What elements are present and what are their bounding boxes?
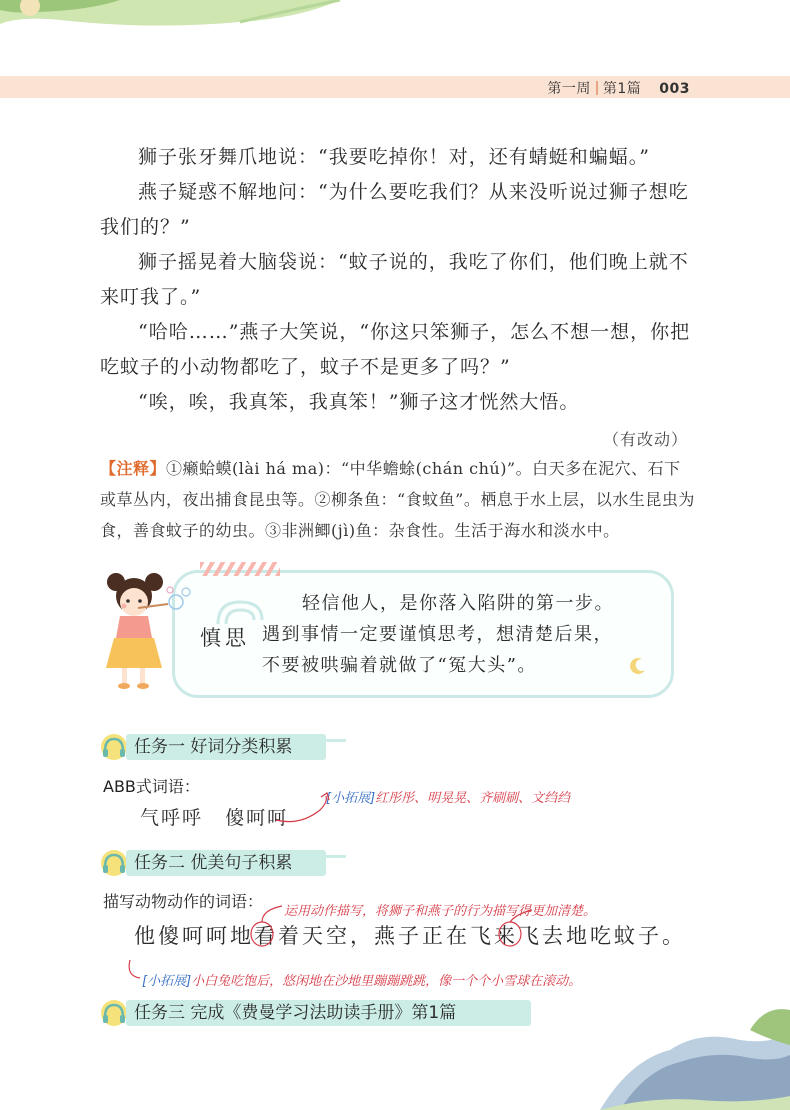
task3-title: 任务三 完成《费曼学习法助读手册》第1篇 [134, 1003, 457, 1023]
story-paragraph: 狮子张牙舞爪地说：“我要吃掉你！对，还有蜻蜓和蝙蝠。” [138, 146, 650, 168]
reflection-label: 慎思 [200, 626, 250, 650]
task1-subtitle: ABB式词语： [103, 777, 200, 796]
abb-word: 气呼呼 [140, 807, 204, 829]
abb-word: 傻呵呵 [225, 807, 289, 829]
task2-subtitle: 描写动物动作的词语： [103, 892, 264, 911]
task1-words [140, 803, 288, 830]
story-paragraph: “唉，唉，我真笨，我真笨！”狮子这才恍然大悟。 [138, 391, 580, 413]
task2-title: 任务二 优美句子积累 [134, 853, 293, 873]
reflection-text [262, 588, 662, 681]
task2-bar-tail [326, 855, 346, 858]
page-number: 003 [659, 81, 690, 97]
task1-bar-tail [326, 739, 346, 742]
story-credit: （有改动） [602, 430, 688, 449]
extension-tag: [小拓展] [142, 974, 192, 989]
task1-title: 任务一 好词分类积累 [134, 737, 293, 757]
girl-blowing-bubbles-illustration [96, 568, 196, 693]
notes-tag: 【注释】 [100, 459, 167, 478]
header-separator [596, 81, 598, 95]
running-header [547, 78, 690, 98]
task2-sentence: 他傻呵呵地看着天空，燕子正在飞来飞去地吃蚊子。 [134, 924, 686, 948]
story-text [100, 140, 700, 457]
reflection-line: 遇到事情一定要谨慎思考，想清楚后果， [262, 624, 613, 645]
rock-landscape-illustration [600, 1000, 790, 1110]
task3-heading [98, 998, 558, 1028]
reflection-line: 轻信他人，是你落入陷阱的第一步。 [302, 593, 614, 614]
extension-text: 红彤彤、明晃晃、齐刷刷、文绉绉 [375, 791, 571, 806]
reflection-line: 不要被哄骗着就做了“冤大头”。 [262, 655, 537, 676]
notes-text: ①癞蛤蟆(lài há ma)：“中华蟾蜍(chán chú)”。白天多在泥穴、石下或草丛内，夜出捕食昆虫等。②柳条鱼：“食蚊鱼”。栖息于水上层，以水生昆虫为食，善食蚊子的幼虫。③非洲鲫(jì)鱼：杂食性。生活于海水和淡水中。 [100, 459, 695, 540]
task2-extension [142, 970, 581, 989]
extension-text: 小白兔吃饱后，悠闲地在沙地里蹦蹦跳跳，像一个个小雪球在滚动。 [191, 974, 582, 989]
task1-extension [326, 787, 570, 806]
notes-section [100, 453, 696, 546]
moon-icon [628, 656, 648, 676]
story-paragraph: 狮子摇晃着大脑袋说：“蚊子说的，我吃了你们，他们晚上就不来叮我了。” [100, 251, 689, 308]
reflection-stripes [200, 562, 280, 576]
header-article: 第1篇 [602, 81, 642, 97]
task2-heading [98, 848, 348, 878]
story-paragraph: “哈哈……”燕子大笑说，“你这只笨狮子，怎么不想一想，你把吃蚊子的小动物都吃了，蚊子不是更多了吗？” [100, 321, 691, 378]
header-week: 第一周 [547, 81, 591, 97]
task2-annotation: 运用动作描写，将狮子和燕子的行为描写得更加清楚。 [284, 904, 597, 919]
story-paragraph: 燕子疑惑不解地问：“为什么要吃我们？从来没听说过狮子想吃我们的？” [100, 181, 689, 238]
task1-heading [98, 732, 348, 762]
extension-tag: [小拓展] [326, 791, 376, 806]
top-decoration [0, 0, 790, 50]
